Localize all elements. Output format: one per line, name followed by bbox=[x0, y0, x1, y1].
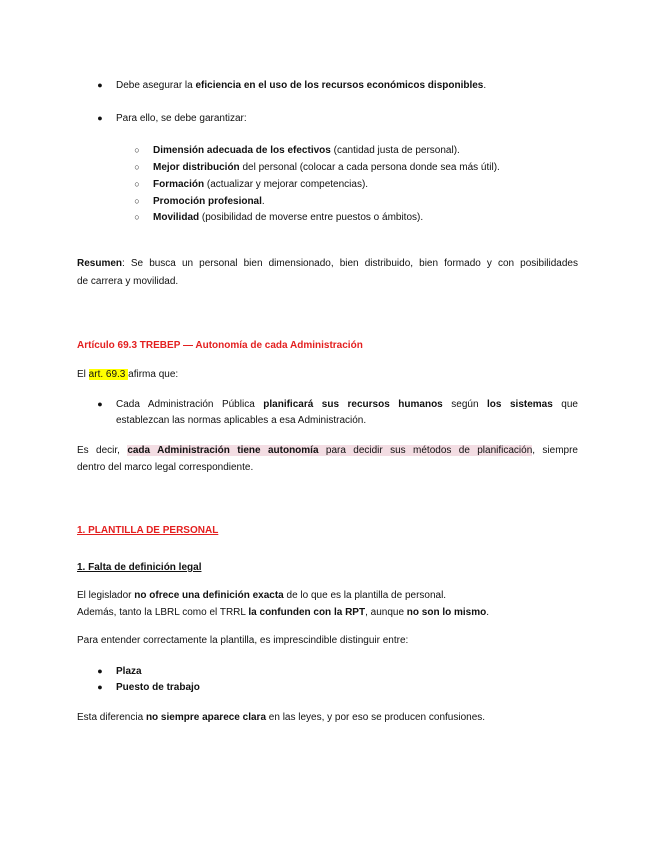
paragraph-definition bbox=[77, 589, 446, 602]
paragraph-text: Es decir, bbox=[77, 445, 128, 456]
item-bold: Movilidad bbox=[153, 212, 200, 223]
resumen-text: : Se busca un personal bien dimensionado, bien distribuido, bien formado y con posibilidades bbox=[122, 258, 578, 269]
item-bold: Formación bbox=[153, 179, 205, 190]
item-bold: Promoción profesional bbox=[153, 196, 262, 207]
item-text: (posibilidad de moverse entre puestos o ámbitos). bbox=[199, 212, 424, 223]
bullet-icon: ● bbox=[97, 113, 103, 123]
article-bullet-end: establezcan las normas aplicables a esa Administración. bbox=[116, 415, 367, 426]
paragraph-bold: no son lo mismo bbox=[406, 607, 487, 618]
paragraph-bold: no ofrece una definición exacta bbox=[134, 590, 284, 601]
highlight-reference: art. 69.3 bbox=[88, 369, 129, 380]
resumen-label: Resumen bbox=[77, 258, 123, 269]
paragraph-text: Además, tanto la LBRL como el TRRL bbox=[77, 607, 249, 618]
list-item-plaza: Plaza bbox=[116, 666, 142, 677]
highlight-planning: para decidir sus métodos de planificación bbox=[318, 445, 533, 456]
list-item-puesto: Puesto de trabajo bbox=[116, 682, 200, 693]
sub-list-item bbox=[153, 144, 460, 157]
paragraph-confusion bbox=[77, 711, 485, 724]
paragraph-text: Esta diferencia bbox=[77, 712, 146, 723]
paragraph-text: en las leyes, y por eso se producen confusiones. bbox=[266, 712, 486, 723]
paragraph-bold: la confunden con la RPT bbox=[248, 607, 366, 618]
bullet-text: según bbox=[442, 399, 488, 410]
item-text: (actualizar y mejorar competencias). bbox=[204, 179, 369, 190]
paragraph-text: , aunque bbox=[365, 607, 407, 618]
paragraph-distinguish: Para entender correctamente la plantilla, es imprescindible distinguir entre: bbox=[77, 635, 409, 646]
circle-bullet-icon: ○ bbox=[134, 212, 140, 222]
list-item: Para ello, se debe garantizar: bbox=[116, 113, 247, 124]
intro-text: El bbox=[77, 369, 89, 380]
item-text: del personal (colocar a cada persona donde sea más útil). bbox=[239, 162, 500, 173]
bullet-icon: ● bbox=[97, 682, 103, 692]
circle-bullet-icon: ○ bbox=[134, 196, 140, 206]
item-bold: Dimensión adecuada de los efectivos bbox=[153, 145, 331, 156]
resumen-paragraph-end: de carrera y movilidad. bbox=[77, 276, 179, 287]
paragraph-rpt bbox=[77, 606, 489, 619]
bullet-bold: los sistemas bbox=[487, 399, 553, 410]
bullet-bold: planificará sus recursos humanos bbox=[263, 399, 443, 410]
item-text: (cantidad justa de personal). bbox=[330, 145, 460, 156]
list-item bbox=[116, 79, 486, 92]
circle-bullet-icon: ○ bbox=[134, 179, 140, 189]
item-bold: eficiencia en el uso de los recursos económicos disponibles bbox=[195, 80, 484, 91]
sub-list-item bbox=[153, 161, 500, 174]
article-intro bbox=[77, 368, 178, 381]
intro-text: afirma que: bbox=[128, 369, 179, 380]
bullet-icon: ● bbox=[97, 399, 103, 409]
article-bullet bbox=[116, 398, 578, 411]
section-subtitle: 1. Falta de definición legal bbox=[77, 562, 202, 573]
item-text: . bbox=[261, 196, 265, 207]
es-decir-paragraph bbox=[77, 444, 578, 457]
article-heading: Artículo 69.3 TREBEP — Autonomía de cada Administración bbox=[77, 340, 363, 351]
bullet-text: Cada Administración Pública bbox=[116, 399, 264, 410]
sub-list-item bbox=[153, 211, 423, 224]
bullet-text: que bbox=[552, 399, 578, 410]
es-decir-paragraph-end: dentro del marco legal correspondiente. bbox=[77, 462, 254, 473]
item-bold: Mejor distribución bbox=[153, 162, 240, 173]
paragraph-text: El legislador bbox=[77, 590, 135, 601]
paragraph-text: . bbox=[486, 607, 490, 618]
circle-bullet-icon: ○ bbox=[134, 162, 140, 172]
paragraph-bold: no siempre aparece clara bbox=[145, 712, 267, 723]
sub-list-item bbox=[153, 178, 368, 191]
paragraph-text: de lo que es la plantilla de personal. bbox=[283, 590, 447, 601]
sub-list-item bbox=[153, 195, 265, 208]
section-title: 1. PLANTILLA DE PERSONAL bbox=[77, 525, 219, 536]
highlight-autonomy: cada Administración tiene autonomía bbox=[127, 445, 319, 456]
paragraph-text: , siempre bbox=[532, 445, 578, 456]
item-text: Debe asegurar la bbox=[116, 80, 196, 91]
item-text: . bbox=[483, 80, 487, 91]
resumen-paragraph bbox=[77, 257, 578, 270]
circle-bullet-icon: ○ bbox=[134, 145, 140, 155]
bullet-icon: ● bbox=[97, 666, 103, 676]
bullet-icon: ● bbox=[97, 80, 103, 90]
